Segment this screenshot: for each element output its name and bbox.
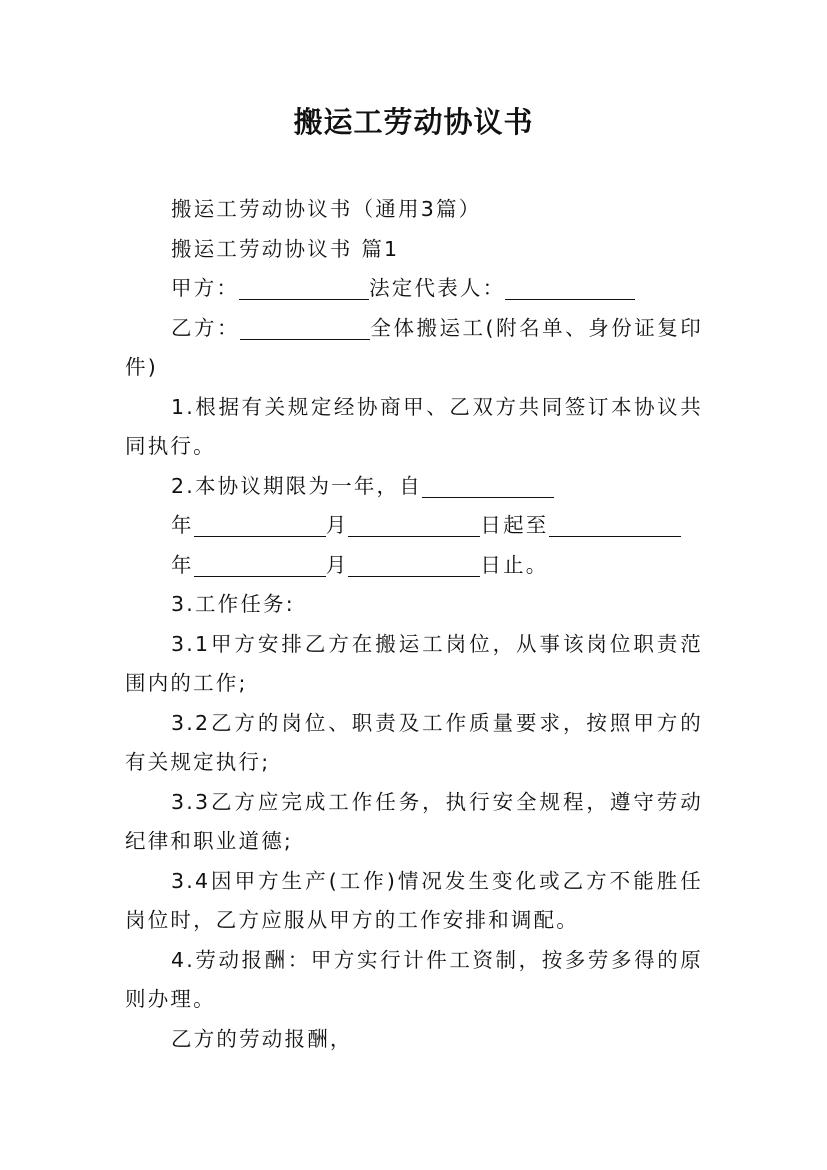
clause-2-intro <box>125 467 703 507</box>
legal-rep-blank <box>505 277 635 300</box>
subtitle: 搬运工劳动协议书（通用3篇） <box>171 197 482 221</box>
clause-1: 1.根据有关规定经协商甲、乙双方共同签订本协议共同执行。 <box>125 394 703 458</box>
party-b-desc: 全体搬运工(附名单、身份证复印件) <box>125 315 703 379</box>
document-body <box>125 190 703 1059</box>
clause-2-end-line <box>125 546 703 586</box>
year-label: 年 <box>171 552 194 577</box>
legal-rep-label: 法定代表人： <box>369 276 506 300</box>
year-label: 年 <box>171 513 194 537</box>
clause-3-2: 3.2乙方的岗位、职责及工作质量要求，按照甲方的有关规定执行; <box>125 710 703 774</box>
start-year-blank <box>422 475 554 498</box>
document-title: 搬运工劳动协议书 <box>293 105 534 139</box>
start-day-blank <box>348 514 480 537</box>
end-month-blank <box>194 554 326 577</box>
party-b-label: 乙方： <box>171 315 241 340</box>
month-label: 月 <box>325 552 349 577</box>
clause-3-heading: 3.工作任务: <box>171 592 295 616</box>
party-b-line <box>125 309 703 388</box>
clause-3-1: 3.1甲方安排乙方在搬运工岗位，从事该岗位职责范围内的工作; <box>125 631 703 695</box>
party-a-blank <box>239 277 369 300</box>
clause-4: 4.劳动报酬：甲方实行计件工资制，按多劳多得的原则办理。 <box>125 947 703 1011</box>
clause-2-start-line <box>125 506 703 546</box>
month-label: 月 <box>325 513 349 537</box>
start-suffix: 日起至 <box>480 513 549 537</box>
party-a-label: 甲方： <box>171 276 240 300</box>
clause-3-4: 3.4因甲方生产(工作)情况发生变化或乙方不能胜任岗位时，乙方应服从甲方的工作安排和调配。 <box>125 868 703 932</box>
end-suffix: 日止。 <box>480 552 549 577</box>
party-b-blank <box>240 317 370 340</box>
section-heading: 搬运工劳动协议书 篇1 <box>171 236 400 261</box>
clause-3-3: 3.3乙方应完成工作任务，执行安全规程，遵守劳动纪律和职业道德; <box>125 789 703 853</box>
start-month-blank <box>194 514 326 537</box>
clause-4-continued: 乙方的劳动报酬， <box>171 1026 353 1051</box>
clause-2-text: 2.本协议期限为一年，自 <box>171 473 422 498</box>
end-year-blank <box>549 514 681 537</box>
party-a-line <box>125 269 703 309</box>
end-day-blank <box>348 554 480 577</box>
